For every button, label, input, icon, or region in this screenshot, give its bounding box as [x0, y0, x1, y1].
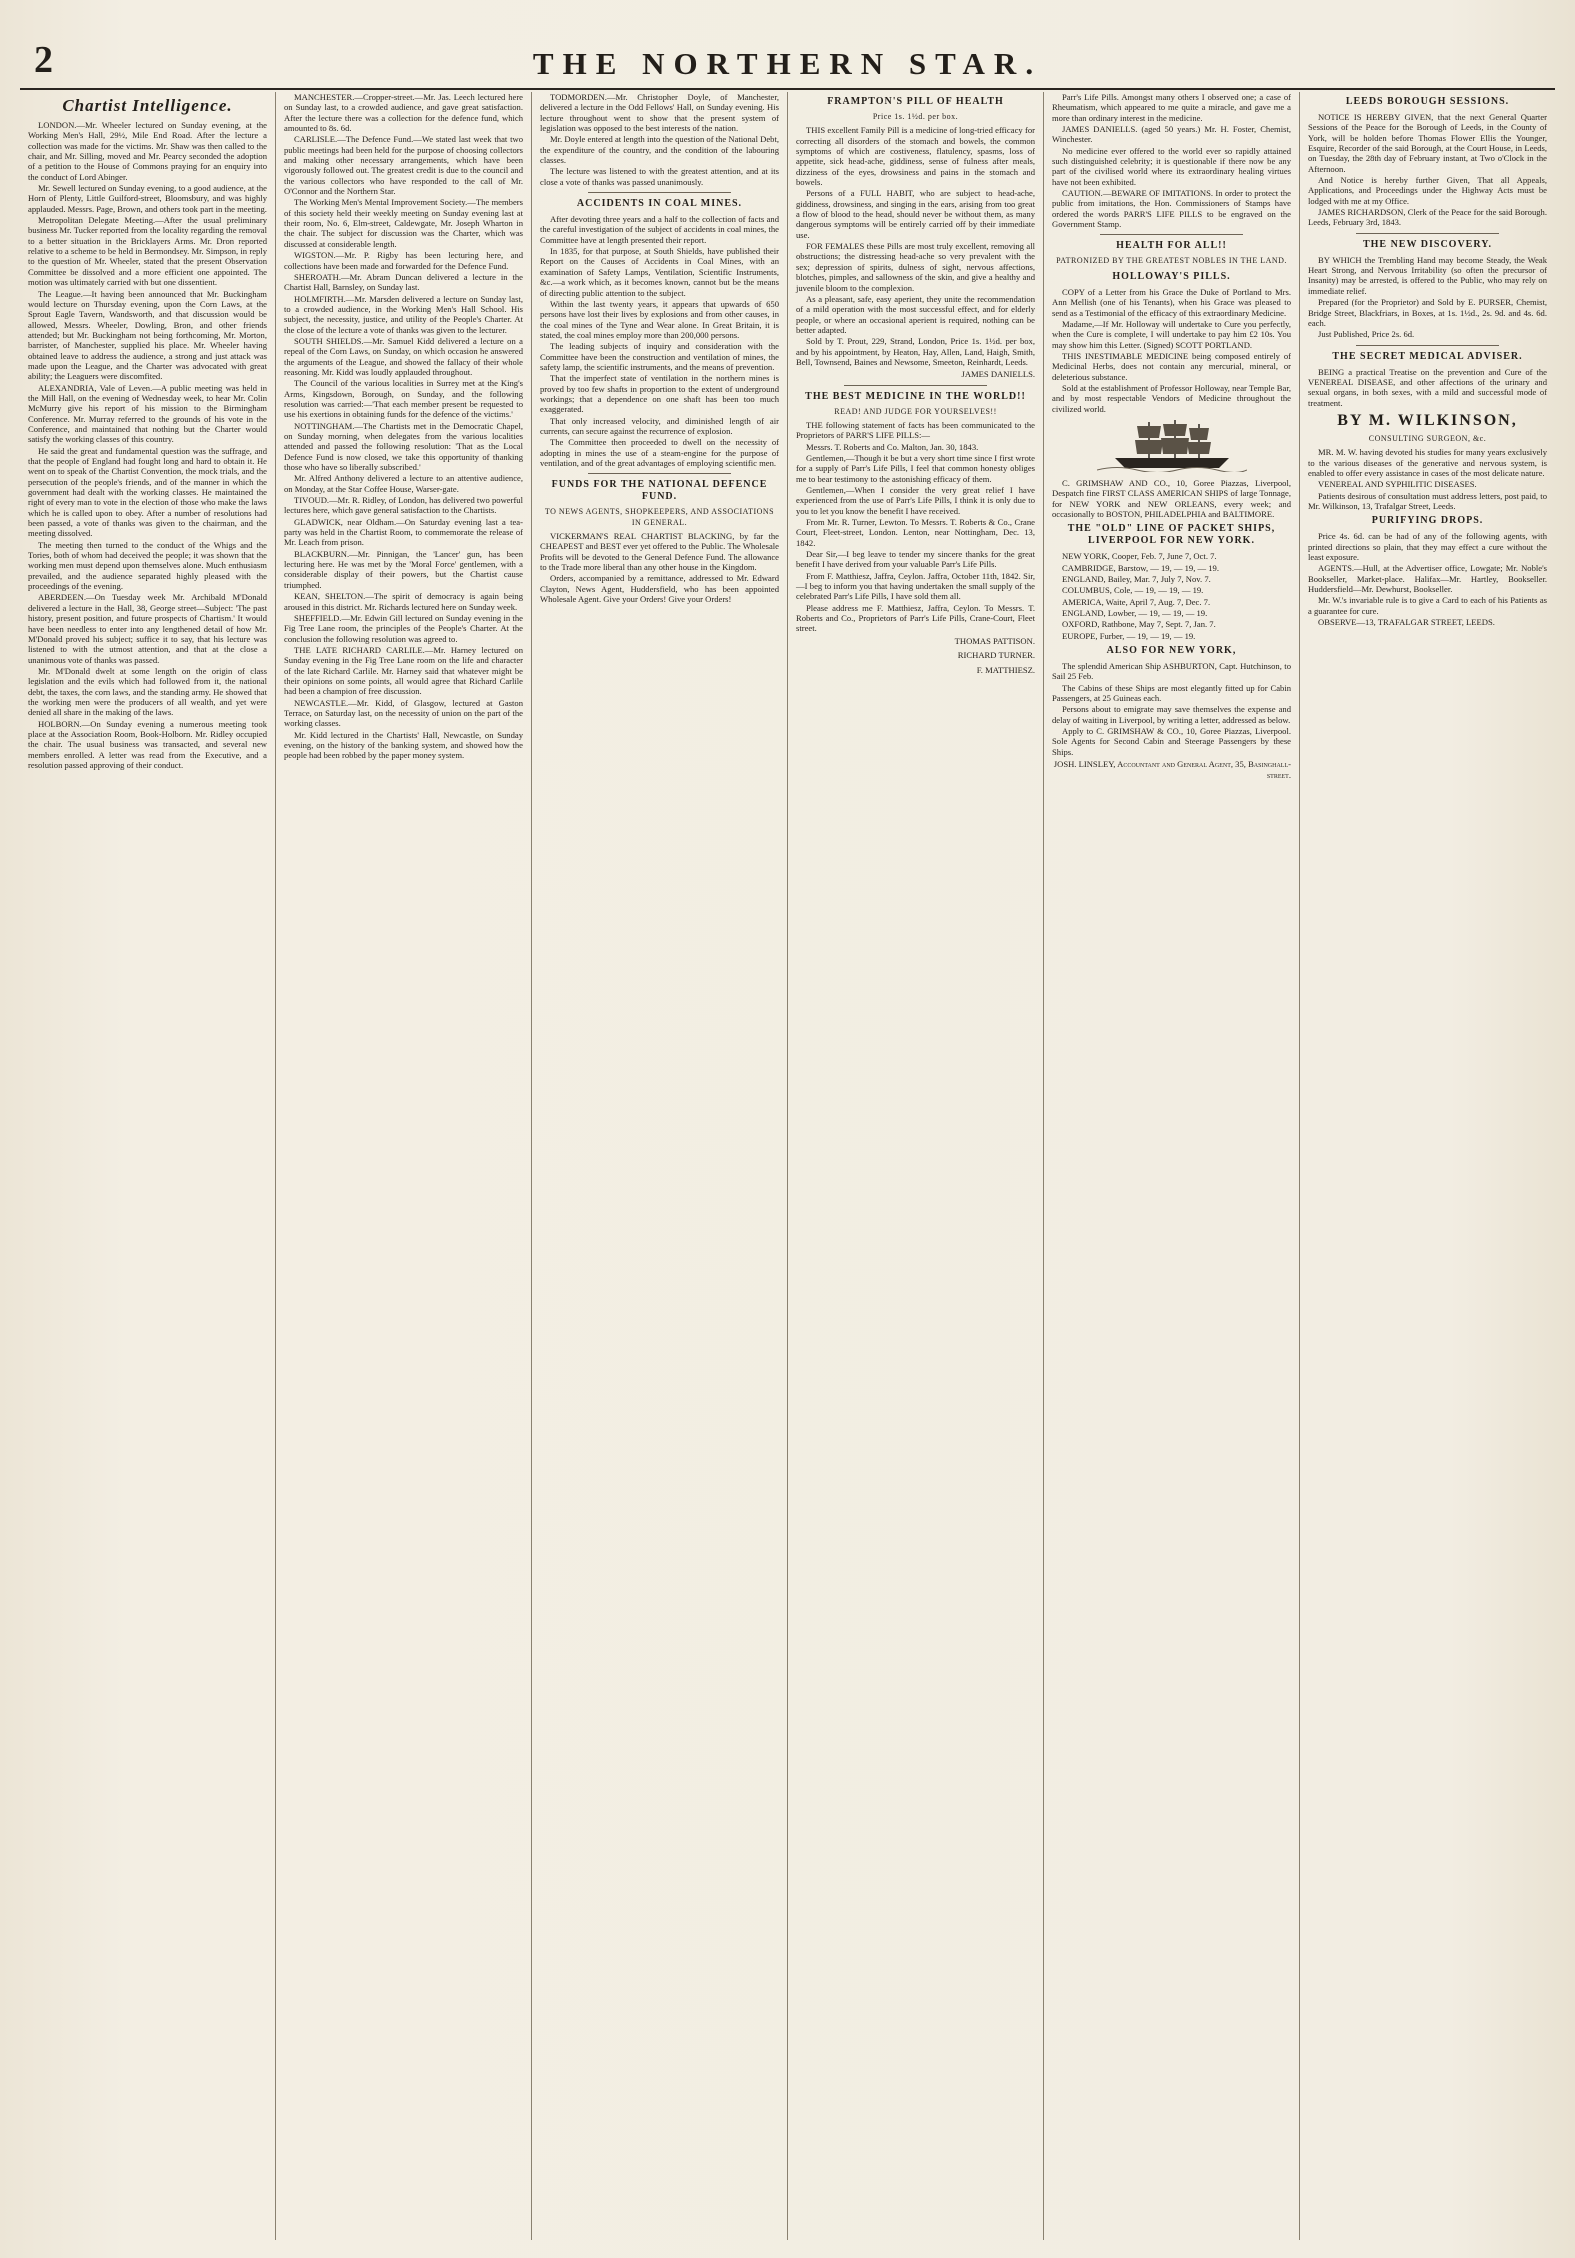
paragraph: Parr's Life Pills. Amongst many others I observed one; a case of Rheumatism, which appeared to me quite a miracle, and gave me a more than ordinary interest in the medicine.: [1052, 92, 1291, 123]
paragraph: BEING a practical Treatise on the prevention and Cure of the VENEREAL DISEASE, and other affections of the urinary and sexual organs, in both sexes, with a mild and successful mode of treatment.: [1308, 366, 1547, 408]
paragraph: ENGLAND, Lowber, — 19, — 19, — 19.: [1062, 608, 1208, 619]
funds-subheading: TO NEWS AGENTS, SHOPKEEPERS, AND ASSOCIATIONS IN GENERAL.: [544, 507, 775, 527]
paragraph: Metropolitan Delegate Meeting.—After the usual preliminary business Mr. Tucker reported from the locality regarding the removal to a better situation in the Bricklayers Arms. Mr. Dron reported relative to a scheme to be held in Bermondsey. Mr. Simpson, in reply to the question of Mr. Wheeler, stated that the present Observation Committee be dissolved and a more efficient one appointed. The motion was ultimately carried with but one dissentient.: [28, 215, 267, 288]
ad-heading-drops: PURIFYING DROPS.: [1371, 515, 1484, 527]
signature: F. MATTHIESZ.: [976, 664, 1035, 675]
column-2-text: [284, 92, 523, 761]
paragraph: The Cabins of these Ships are most elegantly fitted up for Cabin Passengers, at 25 Guineas each.: [1052, 682, 1291, 704]
paragraph: JAMES DANIELLS. (aged 50 years.) Mr. H. Foster, Chemist, Winchester.: [1052, 124, 1291, 145]
column-6: [1300, 92, 1555, 2240]
paragraph: TIVOUD.—Mr. R. Ridley, of London, has delivered two powerful lectures here, which gave general satisfaction to the Chartists.: [284, 495, 523, 516]
paragraph: As a pleasant, safe, easy aperient, they unite the recommendation of a mild operation with the most successful effect, and for elderly people, or where an occasional aperient is required, nothing can be better adapted.: [796, 293, 1035, 335]
paragraph: Just Published, Price 2s. 6d.: [1318, 329, 1415, 340]
divider: [844, 385, 987, 386]
ad-price: Price 1s. 1½d. per box.: [872, 112, 959, 121]
signature: JAMES DANIELLS.: [961, 369, 1035, 380]
ad-heading-discovery: THE NEW DISCOVERY.: [1362, 238, 1493, 250]
divider: [1100, 234, 1243, 235]
paragraph: From Mr. R. Turner, Lewton. To Messrs. T. Roberts & Co., Crane Court, Fleet-street, London. Lenton, near Nottingham, Dec. 13, 1842.: [796, 517, 1035, 548]
paragraph: COPY of a Letter from his Grace the Duke of Portland to Mrs. Ann Mellish (one of his Tenants), when his Grace was pleased to send as a Testimonial of the efficacy of this extraordinary Medicine.: [1052, 286, 1291, 318]
accidents-text: [540, 214, 779, 468]
divider: [1356, 345, 1499, 346]
drops-text: [1308, 531, 1547, 627]
paragraph: VENEREAL AND SYPHILITIC DISEASES.: [1318, 479, 1477, 490]
paragraph: The Committee then proceeded to dwell on the necessity of adopting in mines the use of a steam-engine for the purpose of ventilation, and of the great advantages of employing scientific men.: [540, 437, 779, 468]
paragraph: AMERICA, Waite, April 7, Aug. 7, Dec. 7.: [1062, 596, 1211, 607]
funds-text: [540, 531, 779, 604]
masthead: [20, 34, 1555, 90]
paragraph: OXFORD, Rathbone, May 7, Sept. 7, Jan. 7.: [1062, 619, 1216, 630]
column-3-text: [540, 92, 779, 187]
paragraph: VICKERMAN'S REAL CHARTIST BLACKING, by far the CHEAPEST and BEST ever yet offered to the Public. The Wholesale Profits will be devoted to the General Defence Fund. The allowance to the Trade more liberal than any other house in the Kingdom.: [540, 531, 779, 573]
paragraph: Persons about to emigrate may save themselves the expense and delay of waiting in Liverpool, by writing a letter, addressed as below.: [1052, 704, 1291, 725]
paragraph: ABERDEEN.—On Tuesday week Mr. Archibald M'Donald delivered a lecture in the Hall, 38, George street—Subject: 'The past history, present position, and future prospects of Chartism.' It would have been needless to enter into any lengthened detail of how Mr. M'Donald proved his subject; suffice it to say, that his lecture was listened to with the utmost attention, and that at the close a unanimous vote of thanks was passed.: [28, 592, 267, 665]
paragraph: Please address me F. Matthiesz, Jaffra, Ceylon. To Messrs. T. Roberts and Co., Proprietors of Parr's Life Pills, Crane-Court, Fleet street.: [796, 602, 1035, 634]
divider: [1356, 233, 1499, 234]
paragraph: ALEXANDRIA, Vale of Leven.—A public meeting was held in the Mill Hall, on the evening of Wednesday week, to hear Mr. Colin McMurry give his report of his mission to the Birmingham Conference. Mr. Murray referred to the grounds of his vote in the Conference, and maintained that nothing but the Charter would satisfy the working classes of this country.: [28, 382, 267, 445]
signature: JOSH. LINSLEY, Accountant and General Agent, 35, Basinghall-street.: [1053, 759, 1291, 780]
paragraph: BLACKBURN.—Mr. Pinnigan, the 'Lancer' gun, has been lecturing here. He was met by the 'Moral Force' gentlemen, with a considerable display of their powers, but the Chartist cause triumphed.: [284, 548, 523, 590]
newspaper-title: THE NORTHERN STAR.: [532, 46, 1043, 81]
column-1: [20, 92, 276, 2240]
column-3: [532, 92, 788, 2240]
wilkinson-text: [1308, 447, 1547, 511]
paragraph: THIS excellent Family Pill is a medicine of long-tried efficacy for correcting all disorders of the stomach and bowels, the common symptoms of which are costiveness, flatulency, spasms, loss of appetite, sick head-ache, giddiness, sense of fulness after meals, dizziness of the eyes, drowsiness and pains in the stomach and bowels.: [796, 125, 1035, 188]
paragraph: CARLISLE.—The Defence Fund.—We stated last week that two public meetings had been held for the purpose of choosing collectors and making other necessary arrangements, which have been vigorously followed out. The greatest credit is due to the council and the various collectors who have responded to the call of Mr. O'Connor and the Northern Star.: [284, 134, 523, 197]
column-2: [276, 92, 532, 2240]
paragraph: Apply to C. GRIMSHAW & CO., 10, Goree Piazzas, Liverpool. Sole Agents for Second Cabin and Steerage Passengers by these Ships.: [1052, 726, 1291, 757]
paragraph: CAMBRIDGE, Barstow, — 19, — 19, — 19.: [1062, 562, 1219, 573]
paragraph: GLADWICK, near Oldham.—On Saturday evening last a tea-party was held in the Chartist Room, to commemorate the release of Mr. Leach from prison.: [284, 516, 523, 548]
section-heading-chartist: Chartist Intelligence.: [62, 96, 233, 115]
paragraph: That only increased velocity, and diminished length of air currents, can secure against the recurrence of explosion.: [540, 415, 779, 436]
ad-subheading: READ! AND JUDGE FOR YOURSELVES!!: [834, 406, 997, 416]
paragraph: That the imperfect state of ventilation in the northern mines is proved by too few shafts in proportion to the extent of underground workings; that a dependence on one shaft has been too much exaggerated.: [540, 373, 779, 415]
shipping-text: C. GRIMSHAW AND CO., 10, Goree Piazzas, Liverpool, Despatch fine FIRST CLASS AMERICAN SHIPS of large Tonnage, for NEW YORK and NEW ORLEANS, every week; and occasionally to BOSTON, PHILADELPHIA and BALTIMORE.: [1052, 477, 1291, 519]
ad-heading-holloway: HOLLOWAY'S PILLS.: [1112, 270, 1231, 282]
ship-schedule: [1052, 551, 1291, 641]
paragraph: Mr. Kidd lectured in the Chartists' Hall, Newcastle, on Sunday evening, on the history of the banking system, and showed how the people had been robbed by the paper money system.: [284, 729, 523, 761]
paragraph: Messrs. T. Roberts and Co. Malton, Jan. 30, 1843.: [806, 441, 979, 452]
ad-subheading: CONSULTING SURGEON, &c.: [1368, 433, 1487, 443]
section-heading-accidents: ACCIDENTS IN COAL MINES.: [576, 198, 743, 210]
ad-heading-frampton: FRAMPTON'S PILL OF HEALTH: [827, 96, 1004, 107]
paragraph: EUROPE, Furber, — 19, — 19, — 19.: [1062, 630, 1196, 641]
paragraph: The Working Men's Mental Improvement Society.—The members of this society held their weekly meeting on Sunday evening last at their room, No. 6, Elm-street, Caldewgate, Mr. Joseph Wharton in the chair. The subject for discussion was the Charter, which was discussed at considerable length.: [284, 197, 523, 249]
paragraph: THE LATE RICHARD CARLILE.—Mr. Harney lectured on Sunday evening in the Fig Tree Lane room on the life and character of the late Richard Carlile. Mr. Harney said that whatever might be their opinions on some points, all would agree that Richard Carlile had been a champion of free discussion.: [284, 644, 523, 697]
paragraph: Price 4s. 6d. can be had of any of the following agents, with printed directions so plain, that they may effect a cure without the least exposure.: [1308, 531, 1547, 562]
best-medicine-text: [796, 420, 1035, 634]
paragraph: After devoting three years and a half to the collection of facts and the careful investigation of the subject of accidents in coal mines, the Committee have at length presented their report.: [540, 214, 779, 245]
paragraph: NEW YORK, Cooper, Feb. 7, June 7, Oct. 7.: [1062, 551, 1217, 562]
paragraph: AGENTS.—Hull, at the Advertiser office, Lowgate; Mr. Noble's Bookseller, Market-place. Halifax—Mr. Hartley, Bookseller. Huddersfield—Mr. Dewhurst, Bookseller.: [1308, 563, 1547, 595]
paragraph: The leading subjects of inquiry and consideration with the Committee have been the construction and ventilation of mines, the safety lamp, the scientific instruments, and the means of prevention.: [540, 341, 779, 372]
column-4: [788, 92, 1044, 2240]
paragraph: From F. Matthiesz, Jaffra, Ceylon. Jaffra, October 11th, 1842. Sir,—I beg to inform you that having undertaken the small supply of the celebrated Parr's Life Pills, I have sold them all.: [796, 570, 1035, 602]
ad-heading-leeds-sessions: LEEDS BOROUGH SESSIONS.: [1345, 96, 1510, 107]
columns: [20, 92, 1555, 2240]
paragraph: CAUTION.—BEWARE OF IMITATIONS. In order to protect the public from imitations, the Hon. Commissioners of Stamps have ordered the words PARR'S LIFE PILLS to be engraved on the Government Stamp.: [1052, 188, 1291, 230]
paragraph: SHEROATH.—Mr. Abram Duncan delivered a lecture in the Chartist Hall, Barnsley, on Sunday last.: [284, 271, 523, 293]
column-5: [1044, 92, 1300, 2240]
also-text: [1052, 661, 1291, 757]
paragraph: The splendid American Ship ASHBURTON, Capt. Hutchinson, to Sail 25 Feb.: [1052, 661, 1291, 682]
paragraph: SHEFFIELD.—Mr. Edwin Gill lectured on Sunday evening in the Fig Tree Lane room, the principles of the People's Charter. At the conclusion the following resolution was agreed to.: [284, 612, 523, 644]
paragraph: No medicine ever offered to the world ever so rapidly attained such distinguished celebrity; it is questionable if there now be any part of the civilised world where its extraordinary healing virtues have not been exhibited.: [1052, 145, 1291, 187]
page-number: 2: [34, 39, 53, 81]
paragraph: Orders, accompanied by a remittance, addressed to Mr. Edward Clayton, News Agent, Huddersfield, who has been appointed Wholesale Agent. Give your Orders! Give your Orders!: [540, 573, 779, 605]
paragraph: WIGSTON.—Mr. P. Rigby has been lecturing here, and collections have been made and forwarded for the Defence Fund.: [284, 250, 523, 271]
paragraph: TODMORDEN.—Mr. Christopher Doyle, of Manchester, delivered a lecture in the Odd Fellows' Hall, on Sunday evening. His lecture throughout went to show that the present system of legislation was opposed to the best interests of the nation.: [540, 92, 779, 134]
paragraph: LONDON.—Mr. Wheeler lectured on Sunday evening, at the Working Men's Hall, 29½, Mile End Road. After the lecture a collection was made for the victims. Mr. Shaw was then called to the chair, and Mr. Silling, moved and Mr. Pearcy seconded the adoption of a petition to the House of Commons praying for an enquiry into the conduct of Lord Abinger.: [28, 120, 267, 182]
ad-subheading: PATRONIZED BY THE GREATEST NOBLES IN THE LAND.: [1056, 256, 1287, 266]
paragraph: In 1835, for that purpose, at South Shields, have published their Report on the Causes of Accidents in Coal Mines, with an examination of Safety Lamps, Ventilation, Scientific Instruments, &c.—a work which, as it becomes known, cannot but be the means of directing public attention to the subject.: [540, 246, 779, 298]
divider: [588, 473, 731, 474]
holloway-text: [1052, 287, 1291, 414]
column-1-text: [28, 120, 267, 770]
paragraph: Madame,—If Mr. Holloway will undertake to Cure you perfectly, when the Cure is complete, I will undertake to pay him £2 10s. You may show him this Letter. (Signed) SCOTT PORTLAND.: [1052, 318, 1291, 350]
paragraph: He said the great and fundamental question was the suffrage, and that the people of England had fought long and hard to obtain it. He went on to speak of the Chartist Convention, the mock trials, and the persecution of the people's friends, and of the manner in which the government had dealt with the working classes. He maintained the right of every man to vote in the election of those who make the laws which he is called upon to obey. After a number of resolutions had been passed, a vote of thanks was given to the chairman, and the meeting dissolved.: [28, 445, 267, 539]
ship-illustration: [1097, 418, 1247, 472]
paragraph: And Notice is hereby further Given, That all Appeals, Applications, and Proceedings under the Highway Acts must be lodged with me at my Office.: [1308, 175, 1547, 206]
ad-heading-also: ALSO FOR NEW YORK,: [1106, 645, 1237, 657]
paragraph: Gentlemen,—Though it be but a very short time since I first wrote for a supply of Parr's Life Pills, I feel that common honesty obliges me to bear testimony to the astonishing efficacy of them.: [796, 452, 1035, 484]
paragraph: Mr. Alfred Anthony delivered a lecture to an attentive audience, on Monday, at the Star Coffee House, Warser-gate.: [284, 473, 523, 494]
paragraph: Mr. M'Donald dwelt at some length on the origin of class legislation and the evils which had followed from it, the national debt, the taxes, the corn laws, and the standing army. He showed that the working men were the producers of all wealth, and yet were denied all share in the making of the laws.: [28, 665, 267, 718]
sailing-ship-icon: [1097, 418, 1247, 472]
paragraph: THIS INESTIMABLE MEDICINE being composed entirely of Medicinal Herbs, does not contain any mercurial, mineral, or deleterious substance.: [1052, 350, 1291, 382]
paragraph: Persons of a FULL HABIT, who are subject to head-ache, giddiness, drowsiness, and singing in the ears, arising from too great a flow of blood to the head, should never be without them, as many dangerous symptoms will be entirely carried off by their immediate use.: [796, 188, 1035, 240]
paragraph: OBSERVE—13, TRAFALGAR STREET, LEEDS.: [1318, 617, 1495, 628]
secret-text: [1308, 367, 1547, 408]
ad-heading-best-medicine: THE BEST MEDICINE IN THE WORLD!!: [805, 390, 1026, 402]
signature: RICHARD TURNER.: [957, 650, 1035, 661]
section-heading-funds: FUNDS FOR THE NATIONAL DEFENCE FUND.: [551, 479, 768, 503]
divider: [588, 192, 731, 193]
ad-heading-packet-ships: THE "OLD" LINE OF PACKET SHIPS, LIVERPOOL FOR NEW YORK.: [1067, 523, 1276, 547]
paragraph: Dear Sir,—I beg leave to tender my sincere thanks for the great benefit I have derived from your valuable Parr's Life Pills.: [796, 549, 1035, 570]
paragraph: MR. M. W. having devoted his studies for many years exclusively to the various diseases of the generative and nervous system, is enabled to offer every assistance in cases of the most delicate nature.: [1308, 447, 1547, 478]
paragraph: ENGLAND, Bailey, Mar. 7, July 7, Nov. 7.: [1062, 574, 1211, 584]
paragraph: SOUTH SHIELDS.—Mr. Samuel Kidd delivered a lecture on a repeal of the Corn Laws, on Sunday, on which occasion he answered the arguments of the League, and showed the fallacy of their whole reasoning. Mr. Kidd was loudly applauded throughout.: [284, 335, 523, 377]
paragraph: JAMES RICHARDSON, Clerk of the Peace for the said Borough. Leeds, February 3rd, 1843.: [1308, 207, 1547, 228]
paragraph: FOR FEMALES these Pills are most truly excellent, removing all obstructions; the distressing head-ache so very prevalent with the sex; depression of spirits, dulness of sight, nervous affections, blotches, pimples, and sallowness of the skin, and give a healthy and juvenile bloom to the complexion.: [796, 241, 1035, 293]
paragraph: Mr. W.'s invariable rule is to give a Card to each of his Patients as a guarantee for cure.: [1308, 595, 1547, 616]
paragraph: HOLMFIRTH.—Mr. Marsden delivered a lecture on Sunday last, to a crowded audience, in the Working Men's Hall School. His subject, the necessity, justice, and utility of the People's Charter. At the close of the lecture a vote of thanks was given to the lecturer.: [284, 293, 523, 335]
paragraph: Within the last twenty years, it appears that upwards of 650 persons have lost their lives by explosions and from other causes, in the coal mines of the Tyne and Wear alone. In Great Britain, it is stated, the coal mines employ more than 200,000 persons.: [540, 298, 779, 340]
paragraph: HOLBORN.—On Sunday evening a numerous meeting took place at the Association Room, Book-Holborn. Mr. Ridley occupied the chair. The usual business was transacted, and several new members enrolled. A letter was read from the Executive, and a resolution passed approving of their conduct.: [28, 718, 267, 770]
paragraph: Mr. Doyle entered at length into the question of the National Debt, the expenditure of the country, and the condition of the labouring classes.: [540, 134, 779, 166]
paragraph: Patients desirous of consultation must address letters, post paid, to Mr. Wilkinson, 13, Trafalgar Street, Leeds.: [1308, 490, 1547, 511]
paragraph: THE following statement of facts has been communicated to the Proprietors of PARR'S LIFE PILLS:—: [796, 419, 1035, 441]
paragraph: Gentlemen,—When I consider the very great relief I have experienced from the use of Parr's Life Pills, I think it is only due to you to let you know the benefit I have received.: [796, 485, 1035, 516]
ad-heading-health: HEALTH FOR ALL!!: [1116, 240, 1227, 252]
paragraph: The Council of the various localities in Surrey met at the King's Arms, Kingsdown, Borough, on Sunday, and the following resolution was carried:—'That each member present be requested to use his exertions in obtaining funds for the defence of the victims.': [284, 378, 523, 420]
paragraph: COLUMBUS, Cole, — 19, — 19, — 19.: [1062, 585, 1204, 596]
signature: THOMAS PATTISON.: [954, 635, 1035, 646]
paragraph: NOTTINGHAM.—The Chartists met in the Democratic Chapel, on Sunday morning, when delegates from the various localities attended and passed the following resolution: 'That as the Local Defence Fund is now closed, we take this opportunity of thanking those who have so liberally subscribed.': [284, 420, 523, 473]
discovery-text: [1308, 255, 1547, 340]
paragraph: Mr. Sewell lectured on Sunday evening, to a good audience, at the Horn of Plenty, Little Guilford-street, Bloomsbury, and was highly applauded. Messrs. Page, Brown, and others took part in the meeting.: [28, 183, 267, 214]
paragraph: The lecture was listened to with the greatest attention, and at its close a vote of thanks was passed unanimously.: [540, 166, 779, 187]
paragraph: Prepared (for the Proprietor) and Sold by E. PURSER, Chemist, Bridge Street, Blackfriars, in Boxes, at 1s. 1½d., 2s. 9d. and 4s. 6d. each.: [1308, 297, 1547, 328]
sessions-text: [1308, 112, 1547, 228]
frampton-text: [796, 125, 1035, 367]
paragraph: NEWCASTLE.—Mr. Kidd, of Glasgow, lectured at Gaston Terrace, on Saturday last, on the necessity of union on the part of the working classes.: [284, 697, 523, 729]
column-5-text: [1052, 92, 1291, 229]
ad-heading-wilkinson: BY M. WILKINSON,: [1337, 411, 1518, 429]
paragraph: BY WHICH the Trembling Hand may become Steady, the Weak Heart Strong, and Nervous Irritability (so often the precursor of Insanity) may be arrested, is offered to the Public, who may rely on immediate relief.: [1308, 254, 1547, 296]
paragraph: The meeting then turned to the conduct of the Whigs and the Tories, both of whom had deceived the people; it was shown that the working men must depend upon themselves alone. Much enthusiasm prevailed, and the audience separated highly pleased with the proceedings of the evening.: [28, 539, 267, 592]
paragraph: MANCHESTER.—Cropper-street.—Mr. Jas. Leech lectured here on Sunday last, to a crowded audience, and gave great satisfaction. After the lecture there was a collection for the defence fund, which amounted to 8s. 6d.: [284, 92, 523, 134]
paragraph: NOTICE IS HEREBY GIVEN, that the next General Quarter Sessions of the Peace for the Borough of Leeds, in the County of York, will be holden before Thomas Flower Ellis the Younger, Esquire, Recorder of the said Borough, at the Court House, in Leeds, on Tuesday, the 28th day of February instant, at Two o'Clock in the Afternoon.: [1308, 112, 1547, 174]
ad-heading-secret-adviser: THE SECRET MEDICAL ADVISER.: [1332, 350, 1523, 362]
paragraph: KEAN, SHELTON.—The spirit of democracy is again being aroused in this district. Mr. Richards lectured here on Sunday week.: [284, 591, 523, 612]
paragraph: Sold at the establishment of Professor Holloway, near Temple Bar, and by most respectable Vendors of Medicine throughout the civilized world.: [1052, 382, 1291, 414]
paragraph: The League.—It having been announced that Mr. Buckingham would lecture on Thursday evening, upon the Corn Laws, at the Sprout Eagle Tavern, Wandsworth, and that discussion would be allowed, Messrs. Wheeler, Dowling, Bron, and other friends attended; but Mr. Buckingham not being forthcoming, Mr. Morton, barrister, of Manchester, supplied his place. Mr. Wheeler having obtained leave to address the audience, a strong and just attack was made upon the League, and the Charter was advocated with great ability; the Leaguers were discomfited.: [28, 288, 267, 382]
paragraph: Sold by T. Prout, 229, Strand, London, Price 1s. 1½d. per box, and by his appointment, by Heaton, Hay, Allen, Land, Haigh, Smith, Bell, Townsend, Baines and Newsome, Smeeton, Reinhardt, Leeds.: [796, 336, 1035, 367]
